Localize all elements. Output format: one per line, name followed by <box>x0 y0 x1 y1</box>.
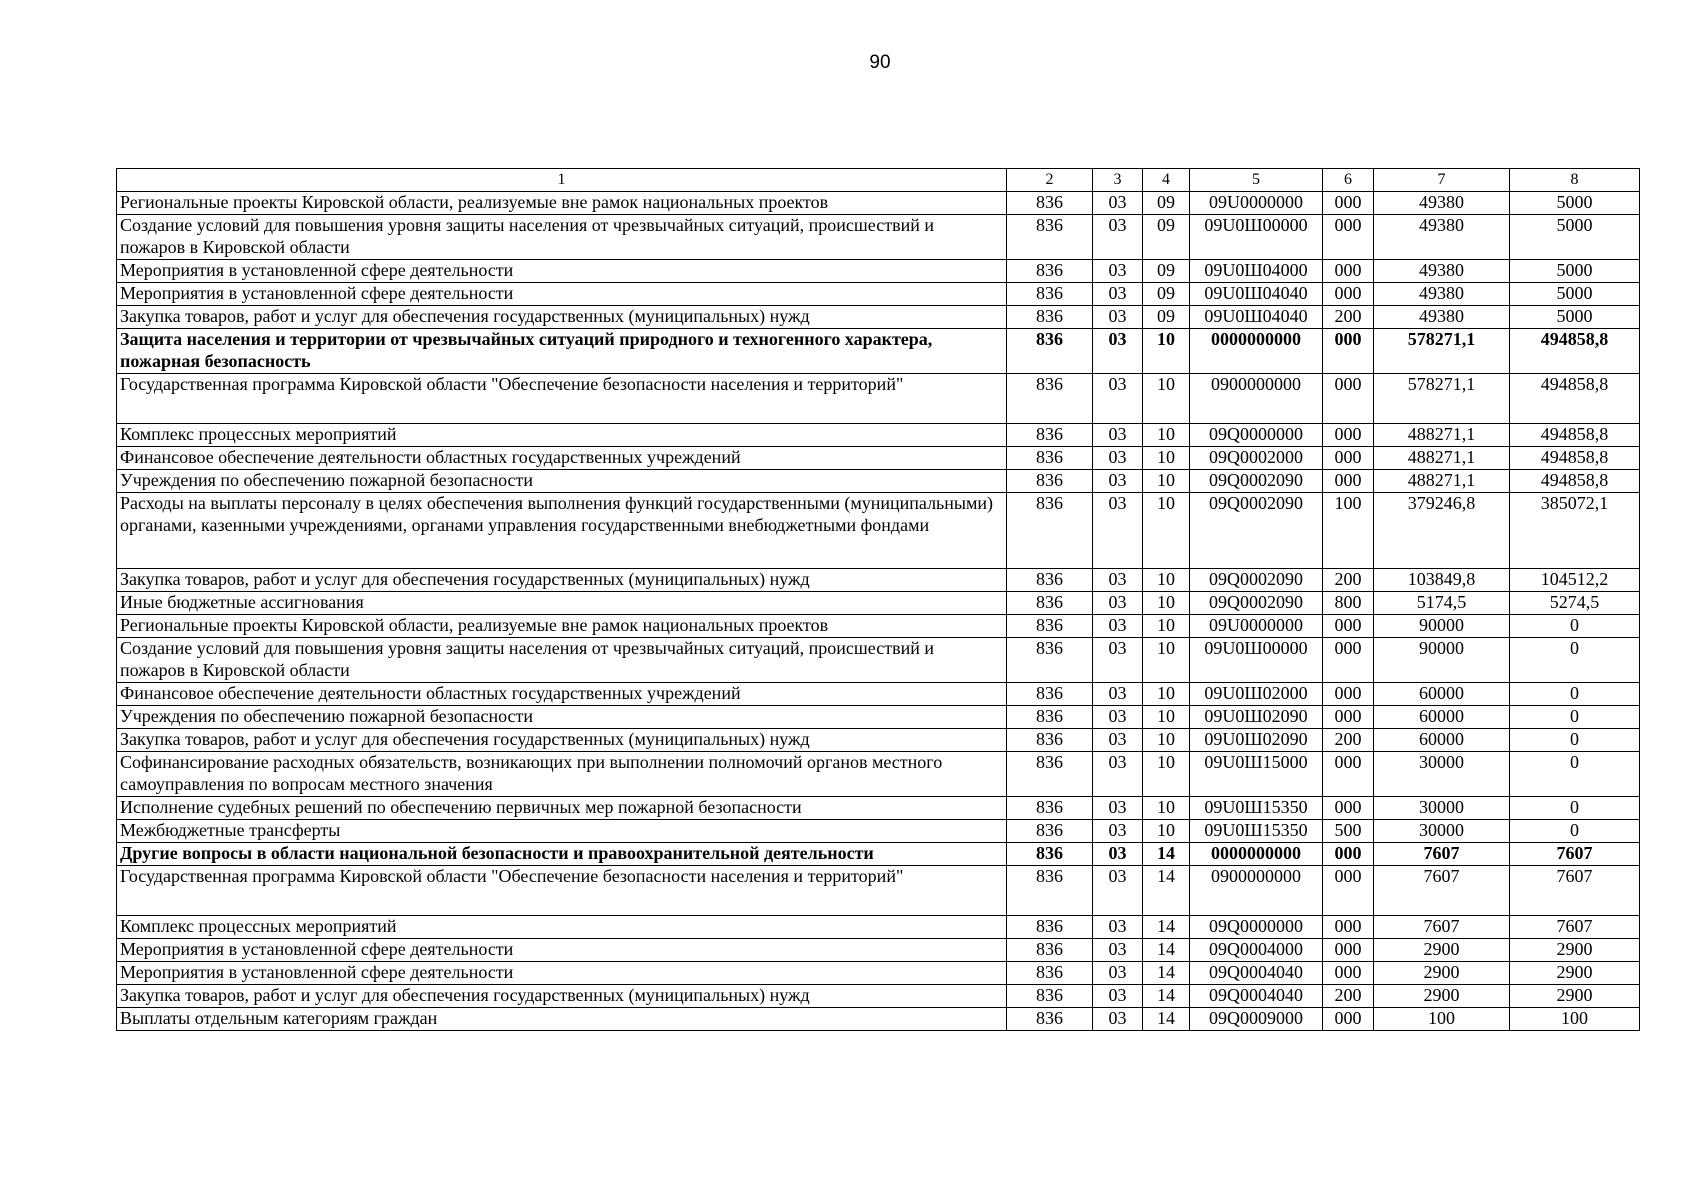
subsection-cell: 10 <box>1143 569 1190 592</box>
subsection-cell: 09 <box>1143 260 1190 283</box>
amount-year2-cell: 5000 <box>1510 306 1640 329</box>
expense-type-cell: 000 <box>1323 470 1374 493</box>
amount-year2-cell: 104512,2 <box>1510 569 1640 592</box>
row-name-cell: Мероприятия в установленной сфере деятельности <box>117 260 1007 283</box>
target-article-cell: 09Q0004040 <box>1190 962 1323 985</box>
row-name-cell: Исполнение судебных решений по обеспечению первичных мер пожарной безопасности <box>117 797 1007 820</box>
chapter-cell: 03 <box>1093 192 1143 215</box>
expense-type-cell: 800 <box>1323 592 1374 615</box>
section-code-cell: 836 <box>1007 752 1093 797</box>
target-article-cell: 09U0Ш15000 <box>1190 752 1323 797</box>
table-row <box>117 306 1640 329</box>
chapter-cell: 03 <box>1093 329 1143 374</box>
section-code-cell: 836 <box>1007 683 1093 706</box>
subsection-cell: 14 <box>1143 962 1190 985</box>
amount-year1-cell: 2900 <box>1374 985 1510 1008</box>
chapter-cell: 03 <box>1093 866 1143 916</box>
chapter-cell: 03 <box>1093 638 1143 683</box>
table-row <box>117 424 1640 447</box>
table-row <box>117 283 1640 306</box>
subsection-cell: 10 <box>1143 374 1190 424</box>
amount-year2-cell: 2900 <box>1510 962 1640 985</box>
target-article-cell: 09Q0002090 <box>1190 470 1323 493</box>
subsection-cell: 10 <box>1143 729 1190 752</box>
amount-year2-cell: 0 <box>1510 615 1640 638</box>
chapter-cell: 03 <box>1093 939 1143 962</box>
section-code-cell: 836 <box>1007 493 1093 569</box>
chapter-cell: 03 <box>1093 374 1143 424</box>
subsection-cell: 10 <box>1143 424 1190 447</box>
table-row <box>117 729 1640 752</box>
expense-type-cell: 000 <box>1323 215 1374 260</box>
target-article-cell: 0900000000 <box>1190 374 1323 424</box>
expense-type-cell: 500 <box>1323 820 1374 843</box>
expense-type-cell: 200 <box>1323 306 1374 329</box>
section-code-cell: 836 <box>1007 866 1093 916</box>
section-code-cell: 836 <box>1007 729 1093 752</box>
amount-year2-cell: 494858,8 <box>1510 447 1640 470</box>
table-row <box>117 843 1640 866</box>
expense-type-cell: 000 <box>1323 706 1374 729</box>
amount-year1-cell: 488271,1 <box>1374 447 1510 470</box>
row-name-cell: Финансовое обеспечение деятельности областных государственных учреждений <box>117 683 1007 706</box>
row-name-cell: Выплаты отдельным категориям граждан <box>117 1008 1007 1031</box>
header-cell: 8 <box>1510 169 1640 192</box>
subsection-cell: 10 <box>1143 683 1190 706</box>
subsection-cell: 10 <box>1143 615 1190 638</box>
subsection-cell: 14 <box>1143 916 1190 939</box>
chapter-cell: 03 <box>1093 215 1143 260</box>
target-article-cell: 09Q0002090 <box>1190 569 1323 592</box>
expense-type-cell: 000 <box>1323 752 1374 797</box>
amount-year1-cell: 488271,1 <box>1374 470 1510 493</box>
subsection-cell: 10 <box>1143 752 1190 797</box>
table-row <box>117 1008 1640 1031</box>
target-article-cell: 09Q0002000 <box>1190 447 1323 470</box>
chapter-cell: 03 <box>1093 424 1143 447</box>
table-row <box>117 797 1640 820</box>
row-name-cell: Другие вопросы в области национальной безопасности и правоохранительной деятельности <box>117 843 1007 866</box>
expense-type-cell: 000 <box>1323 615 1374 638</box>
amount-year1-cell: 90000 <box>1374 615 1510 638</box>
amount-year1-cell: 30000 <box>1374 752 1510 797</box>
section-code-cell: 836 <box>1007 843 1093 866</box>
expense-type-cell: 200 <box>1323 569 1374 592</box>
section-code-cell: 836 <box>1007 706 1093 729</box>
header-cell: 4 <box>1143 169 1190 192</box>
target-article-cell: 09U0Ш04000 <box>1190 260 1323 283</box>
amount-year1-cell: 578271,1 <box>1374 329 1510 374</box>
row-name-cell: Государственная программа Кировской области "Обеспечение безопасности населения и территорий" <box>117 374 1007 424</box>
amount-year1-cell: 90000 <box>1374 638 1510 683</box>
subsection-cell: 10 <box>1143 329 1190 374</box>
amount-year1-cell: 49380 <box>1374 283 1510 306</box>
expense-type-cell: 000 <box>1323 260 1374 283</box>
section-code-cell: 836 <box>1007 374 1093 424</box>
section-code-cell: 836 <box>1007 985 1093 1008</box>
target-article-cell: 09Q0000000 <box>1190 424 1323 447</box>
page-number: 90 <box>869 52 891 73</box>
table-row <box>117 985 1640 1008</box>
chapter-cell: 03 <box>1093 260 1143 283</box>
expense-type-cell: 000 <box>1323 683 1374 706</box>
expense-type-cell: 000 <box>1323 962 1374 985</box>
amount-year2-cell: 7607 <box>1510 916 1640 939</box>
section-code-cell: 836 <box>1007 192 1093 215</box>
target-article-cell: 09U0Ш02090 <box>1190 706 1323 729</box>
section-code-cell: 836 <box>1007 215 1093 260</box>
amount-year2-cell: 0 <box>1510 797 1640 820</box>
section-code-cell: 836 <box>1007 283 1093 306</box>
chapter-cell: 03 <box>1093 447 1143 470</box>
amount-year1-cell: 100 <box>1374 1008 1510 1031</box>
expense-type-cell: 000 <box>1323 374 1374 424</box>
row-name-cell: Мероприятия в установленной сфере деятельности <box>117 962 1007 985</box>
table-row <box>117 752 1640 797</box>
amount-year2-cell: 2900 <box>1510 985 1640 1008</box>
chapter-cell: 03 <box>1093 615 1143 638</box>
amount-year1-cell: 2900 <box>1374 939 1510 962</box>
subsection-cell: 14 <box>1143 985 1190 1008</box>
section-code-cell: 836 <box>1007 916 1093 939</box>
chapter-cell: 03 <box>1093 592 1143 615</box>
subsection-cell: 09 <box>1143 283 1190 306</box>
expense-type-cell: 000 <box>1323 1008 1374 1031</box>
expense-type-cell: 000 <box>1323 447 1374 470</box>
chapter-cell: 03 <box>1093 569 1143 592</box>
header-cell: 6 <box>1323 169 1374 192</box>
row-name-cell: Финансовое обеспечение деятельности областных государственных учреждений <box>117 447 1007 470</box>
subsection-cell: 10 <box>1143 638 1190 683</box>
amount-year1-cell: 488271,1 <box>1374 424 1510 447</box>
amount-year2-cell: 0 <box>1510 729 1640 752</box>
target-article-cell: 09Q0002090 <box>1190 592 1323 615</box>
subsection-cell: 09 <box>1143 215 1190 260</box>
subsection-cell: 10 <box>1143 493 1190 569</box>
target-article-cell: 0000000000 <box>1190 329 1323 374</box>
section-code-cell: 836 <box>1007 470 1093 493</box>
amount-year1-cell: 7607 <box>1374 866 1510 916</box>
amount-year1-cell: 49380 <box>1374 192 1510 215</box>
expense-type-cell: 200 <box>1323 985 1374 1008</box>
chapter-cell: 03 <box>1093 797 1143 820</box>
row-name-cell: Мероприятия в установленной сфере деятельности <box>117 283 1007 306</box>
subsection-cell: 14 <box>1143 866 1190 916</box>
amount-year2-cell: 7607 <box>1510 843 1640 866</box>
amount-year2-cell: 494858,8 <box>1510 424 1640 447</box>
target-article-cell: 09U0Ш00000 <box>1190 638 1323 683</box>
table-row <box>117 192 1640 215</box>
budget-table <box>116 168 1640 1031</box>
amount-year2-cell: 494858,8 <box>1510 374 1640 424</box>
expense-type-cell: 000 <box>1323 638 1374 683</box>
target-article-cell: 09Q0004000 <box>1190 939 1323 962</box>
subsection-cell: 10 <box>1143 447 1190 470</box>
section-code-cell: 836 <box>1007 569 1093 592</box>
amount-year1-cell: 7607 <box>1374 916 1510 939</box>
amount-year1-cell: 2900 <box>1374 962 1510 985</box>
chapter-cell: 03 <box>1093 493 1143 569</box>
section-code-cell: 836 <box>1007 797 1093 820</box>
subsection-cell: 09 <box>1143 306 1190 329</box>
row-name-cell: Закупка товаров, работ и услуг для обеспечения государственных (муниципальных) нужд <box>117 985 1007 1008</box>
section-code-cell: 836 <box>1007 962 1093 985</box>
subsection-cell: 14 <box>1143 843 1190 866</box>
table-row <box>117 866 1640 916</box>
table-row <box>117 374 1640 424</box>
table-row <box>117 962 1640 985</box>
amount-year1-cell: 7607 <box>1374 843 1510 866</box>
chapter-cell: 03 <box>1093 962 1143 985</box>
row-name-cell: Закупка товаров, работ и услуг для обеспечения государственных (муниципальных) нужд <box>117 729 1007 752</box>
subsection-cell: 09 <box>1143 192 1190 215</box>
table-row <box>117 470 1640 493</box>
expense-type-cell: 000 <box>1323 283 1374 306</box>
amount-year2-cell: 385072,1 <box>1510 493 1640 569</box>
chapter-cell: 03 <box>1093 752 1143 797</box>
header-cell: 5 <box>1190 169 1323 192</box>
table-row <box>117 329 1640 374</box>
expense-type-cell: 000 <box>1323 424 1374 447</box>
row-name-cell: Мероприятия в установленной сфере деятельности <box>117 939 1007 962</box>
section-code-cell: 836 <box>1007 1008 1093 1031</box>
target-article-cell: 09Q0004040 <box>1190 985 1323 1008</box>
amount-year2-cell: 100 <box>1510 1008 1640 1031</box>
subsection-cell: 10 <box>1143 820 1190 843</box>
section-code-cell: 836 <box>1007 592 1093 615</box>
amount-year1-cell: 5174,5 <box>1374 592 1510 615</box>
amount-year2-cell: 0 <box>1510 683 1640 706</box>
expense-type-cell: 000 <box>1323 797 1374 820</box>
header-cell: 7 <box>1374 169 1510 192</box>
subsection-cell: 14 <box>1143 1008 1190 1031</box>
amount-year2-cell: 5000 <box>1510 283 1640 306</box>
chapter-cell: 03 <box>1093 916 1143 939</box>
subsection-cell: 14 <box>1143 939 1190 962</box>
expense-type-cell: 000 <box>1323 329 1374 374</box>
subsection-cell: 10 <box>1143 706 1190 729</box>
row-name-cell: Межбюджетные трансферты <box>117 820 1007 843</box>
section-code-cell: 836 <box>1007 638 1093 683</box>
header-cell: 1 <box>117 169 1007 192</box>
amount-year2-cell: 7607 <box>1510 866 1640 916</box>
target-article-cell: 09U0000000 <box>1190 615 1323 638</box>
amount-year2-cell: 0 <box>1510 706 1640 729</box>
chapter-cell: 03 <box>1093 985 1143 1008</box>
amount-year2-cell: 5000 <box>1510 215 1640 260</box>
target-article-cell: 09U0Ш15350 <box>1190 820 1323 843</box>
table-row <box>117 592 1640 615</box>
expense-type-cell: 000 <box>1323 192 1374 215</box>
table-row <box>117 706 1640 729</box>
table-row <box>117 447 1640 470</box>
row-name-cell: Комплекс процессных мероприятий <box>117 916 1007 939</box>
table-row <box>117 615 1640 638</box>
row-name-cell: Учреждения по обеспечению пожарной безопасности <box>117 470 1007 493</box>
row-name-cell: Создание условий для повышения уровня защиты населения от чрезвычайных ситуаций, происшествий и пожаров в Кировской области <box>117 638 1007 683</box>
chapter-cell: 03 <box>1093 843 1143 866</box>
target-article-cell: 09U0Ш02000 <box>1190 683 1323 706</box>
section-code-cell: 836 <box>1007 939 1093 962</box>
row-name-cell: Защита населения и территории от чрезвычайных ситуаций природного и техногенного характера, пожарная безопасность <box>117 329 1007 374</box>
chapter-cell: 03 <box>1093 306 1143 329</box>
chapter-cell: 03 <box>1093 283 1143 306</box>
expense-type-cell: 200 <box>1323 729 1374 752</box>
target-article-cell: 09U0Ш04040 <box>1190 283 1323 306</box>
target-article-cell: 09U0000000 <box>1190 192 1323 215</box>
target-article-cell: 09Q0009000 <box>1190 1008 1323 1031</box>
row-name-cell: Расходы на выплаты персоналу в целях обеспечения выполнения функций государственными (муниципальными) органами, казенными учреждениями, органами управления государственными внебюджетными фондами <box>117 493 1007 569</box>
row-name-cell: Иные бюджетные ассигнования <box>117 592 1007 615</box>
amount-year2-cell: 5000 <box>1510 192 1640 215</box>
expense-type-cell: 000 <box>1323 843 1374 866</box>
chapter-cell: 03 <box>1093 706 1143 729</box>
row-name-cell: Учреждения по обеспечению пожарной безопасности <box>117 706 1007 729</box>
row-name-cell: Закупка товаров, работ и услуг для обеспечения государственных (муниципальных) нужд <box>117 569 1007 592</box>
chapter-cell: 03 <box>1093 729 1143 752</box>
chapter-cell: 03 <box>1093 820 1143 843</box>
amount-year2-cell: 494858,8 <box>1510 329 1640 374</box>
amount-year1-cell: 60000 <box>1374 729 1510 752</box>
amount-year1-cell: 379246,8 <box>1374 493 1510 569</box>
amount-year1-cell: 103849,8 <box>1374 569 1510 592</box>
table-row <box>117 916 1640 939</box>
target-article-cell: 09Q0000000 <box>1190 916 1323 939</box>
row-name-cell: Софинансирование расходных обязательств, возникающих при выполнении полномочий органов местного самоуправления по вопросам местного значения <box>117 752 1007 797</box>
section-code-cell: 836 <box>1007 447 1093 470</box>
amount-year2-cell: 0 <box>1510 752 1640 797</box>
expense-type-cell: 100 <box>1323 493 1374 569</box>
chapter-cell: 03 <box>1093 1008 1143 1031</box>
table-header-row <box>117 169 1640 192</box>
header-cell: 2 <box>1007 169 1093 192</box>
chapter-cell: 03 <box>1093 470 1143 493</box>
row-name-cell: Региональные проекты Кировской области, реализуемые вне рамок национальных проектов <box>117 615 1007 638</box>
table-row <box>117 683 1640 706</box>
target-article-cell: 09U0Ш04040 <box>1190 306 1323 329</box>
chapter-cell: 03 <box>1093 683 1143 706</box>
table-row <box>117 820 1640 843</box>
expense-type-cell: 000 <box>1323 916 1374 939</box>
row-name-cell: Государственная программа Кировской области "Обеспечение безопасности населения и территорий" <box>117 866 1007 916</box>
section-code-cell: 836 <box>1007 329 1093 374</box>
row-name-cell: Создание условий для повышения уровня защиты населения от чрезвычайных ситуаций, происшествий и пожаров в Кировской области <box>117 215 1007 260</box>
target-article-cell: 09U0Ш00000 <box>1190 215 1323 260</box>
header-cell: 3 <box>1093 169 1143 192</box>
amount-year1-cell: 60000 <box>1374 706 1510 729</box>
target-article-cell: 09Q0002090 <box>1190 493 1323 569</box>
target-article-cell: 0900000000 <box>1190 866 1323 916</box>
row-name-cell: Региональные проекты Кировской области, реализуемые вне рамок национальных проектов <box>117 192 1007 215</box>
table-row <box>117 493 1640 569</box>
section-code-cell: 836 <box>1007 424 1093 447</box>
section-code-cell: 836 <box>1007 615 1093 638</box>
row-name-cell: Закупка товаров, работ и услуг для обеспечения государственных (муниципальных) нужд <box>117 306 1007 329</box>
amount-year2-cell: 5274,5 <box>1510 592 1640 615</box>
amount-year1-cell: 60000 <box>1374 683 1510 706</box>
target-article-cell: 09U0Ш02090 <box>1190 729 1323 752</box>
amount-year2-cell: 0 <box>1510 638 1640 683</box>
table-row <box>117 638 1640 683</box>
section-code-cell: 836 <box>1007 820 1093 843</box>
table-row <box>117 260 1640 283</box>
amount-year1-cell: 49380 <box>1374 306 1510 329</box>
expense-type-cell: 000 <box>1323 866 1374 916</box>
target-article-cell: 09U0Ш15350 <box>1190 797 1323 820</box>
subsection-cell: 10 <box>1143 592 1190 615</box>
amount-year1-cell: 49380 <box>1374 215 1510 260</box>
section-code-cell: 836 <box>1007 306 1093 329</box>
row-name-cell: Комплекс процессных мероприятий <box>117 424 1007 447</box>
subsection-cell: 10 <box>1143 470 1190 493</box>
target-article-cell: 0000000000 <box>1190 843 1323 866</box>
amount-year2-cell: 494858,8 <box>1510 470 1640 493</box>
amount-year2-cell: 0 <box>1510 820 1640 843</box>
table-row <box>117 569 1640 592</box>
amount-year1-cell: 578271,1 <box>1374 374 1510 424</box>
section-code-cell: 836 <box>1007 260 1093 283</box>
table-row <box>117 939 1640 962</box>
amount-year1-cell: 30000 <box>1374 820 1510 843</box>
amount-year1-cell: 30000 <box>1374 797 1510 820</box>
amount-year2-cell: 2900 <box>1510 939 1640 962</box>
amount-year1-cell: 49380 <box>1374 260 1510 283</box>
subsection-cell: 10 <box>1143 797 1190 820</box>
amount-year2-cell: 5000 <box>1510 260 1640 283</box>
table-row <box>117 215 1640 260</box>
expense-type-cell: 000 <box>1323 939 1374 962</box>
